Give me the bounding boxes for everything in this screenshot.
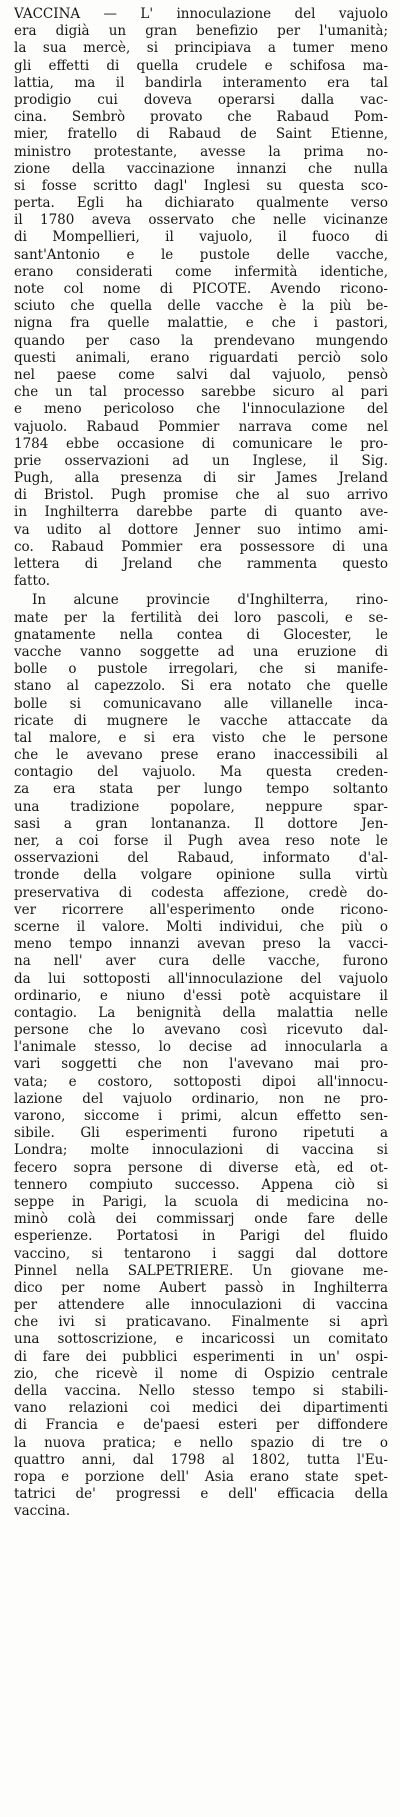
text-line: ordinario, e niuno d'essi potè acquistare il xyxy=(14,987,388,1004)
text-line: fatto. xyxy=(14,573,51,590)
text-line: vano relazioni coi medici dei dipartimenti xyxy=(14,1400,388,1417)
text-line: tennero compiuto successo. Appena ciò si xyxy=(14,1176,388,1193)
text-line: Pinnel nella SALPETRIERE. Un giovane me- xyxy=(14,1262,388,1279)
text-line: la sua mercè, si principiava a tumer meno xyxy=(14,40,388,57)
text-line: di Mompellieri, il vajuolo, il fuoco di xyxy=(14,229,388,246)
text-line: perta. Egli ha dichiarato qualmente verso xyxy=(14,195,388,212)
text-line: note col nome di PICOTE. Avendo ricono- xyxy=(14,281,388,297)
text-line: erano considerati come infermità identiche, xyxy=(14,263,388,280)
text-line: scerne il valore. Molti individui, che più o xyxy=(14,918,388,935)
text-line: na nell' aver cura delle vacche, furono xyxy=(14,953,388,970)
text-line: co. Rabaud Pommier era possessore di una xyxy=(14,538,388,555)
text-line: vata; e costoro, sottoposti dipoi all'innocu- xyxy=(14,1073,388,1090)
text-line: vari soggetti che non l'avevano mai pro- xyxy=(14,1056,388,1073)
text-line: Pugh, alla presenza di sir James Jreland xyxy=(14,470,388,487)
text-line: vacche vanno soggette ad una eruzione di xyxy=(14,643,388,660)
text-line: In alcune provincie d'Inghilterra, rino- xyxy=(32,592,388,609)
text-line: esperienze. Portatosi in Parigi del fluido xyxy=(14,1228,388,1245)
text-line: prodigio cui doveva operarsi dalla vac- xyxy=(14,91,388,108)
text-line: gnatamente nella contea di Glocester, le xyxy=(14,626,388,643)
text-line: bolle si comunicavano alle villanelle inca- xyxy=(14,695,388,712)
text-line: di Bristol. Pugh promise che al suo arrivo xyxy=(14,487,388,504)
text-line: ministro protestante, avesse la prima no- xyxy=(14,143,388,160)
text-line: zio, che ricevè il nome di Ospizio centrale xyxy=(14,1365,388,1382)
text-line: preservativa di codesta affezione, credè do- xyxy=(14,884,388,901)
text-line: cina. Sembrò provato che Rabaud Pom- xyxy=(14,109,388,126)
text-line: sasi a gran lontananza. Il dottore Jen- xyxy=(14,815,388,832)
text-line: varono, siccome i primi, alcun effetto sen- xyxy=(14,1108,388,1124)
text-line: persone che lo avevano così ricevuto dal- xyxy=(14,1022,388,1039)
text-line: lazione del vajuolo ordinario, non ne pro- xyxy=(14,1090,388,1107)
text-line: la nuova pratica; e nello spazio di tre o xyxy=(14,1434,388,1451)
text-line: dico per nome Aubert passò in Inghilterra xyxy=(14,1279,388,1296)
text-line: e meno pericoloso che l'innoculazione del xyxy=(14,401,388,418)
text-line: tatrici de' progressi e dell' efficacia della xyxy=(14,1486,388,1503)
text-line: vajuolo. Rabaud Pommier narrava come nel xyxy=(14,418,388,435)
text-line: questi animali, erano riguardati perciò solo xyxy=(14,349,388,366)
text-line: ner, a coi forse il Pugh avea reso note le xyxy=(14,833,388,849)
text-line: lattia, ma il bandirla interamento era tal xyxy=(14,74,388,91)
text-line: za era stata per lungo tempo soltanto xyxy=(14,781,388,798)
text-line: l'animale stesso, lo decise ad innocularla a xyxy=(14,1039,388,1056)
text-line: una sottoscrizione, e incaricossi un comitato xyxy=(14,1331,388,1348)
text-line: era digià un gran benefizio per l'umanità; xyxy=(14,23,388,40)
text-line: Londra; molte innoculazioni di vaccina si xyxy=(14,1142,388,1159)
text-line: mier, fratello di Rabaud de Saint Etienne, xyxy=(14,126,388,143)
text-line: della vaccina. Nello stesso tempo si stabili- xyxy=(14,1383,388,1399)
text-line: 1784 ebbe occasione di comunicare le pro- xyxy=(14,435,388,452)
text-line: una tradizione popolare, neppure spar- xyxy=(14,798,388,815)
text-line: tal malore, e si era visto che le persone xyxy=(14,729,388,746)
text-line: il 1780 aveva osservato che nelle vicinanze xyxy=(14,212,388,229)
text-line: vaccina. xyxy=(14,1503,71,1520)
paragraph xyxy=(14,592,388,1520)
text-line: va udito al dottore Jenner suo intimo ami- xyxy=(14,521,388,538)
text-line: da lui sottoposti all'innoculazione del vajuolo xyxy=(14,970,388,987)
text-line: mate per la fertilità dei loro pascoli, e se- xyxy=(14,609,388,626)
text-line: prie osservazioni ad un Inglese, il Sig. xyxy=(14,452,388,469)
text-line: vaccino, si tentarono i saggi dal dottore xyxy=(14,1245,388,1262)
text-line: zione della vaccinazione innanzi che nulla xyxy=(14,160,388,177)
text-line: tronde della volgare opinione sulla virtù xyxy=(14,867,388,884)
text-line: per attendere alle innoculazioni di vaccina xyxy=(14,1297,388,1314)
text-line: seppe in Parigi, la scuola di medicina no- xyxy=(14,1193,388,1210)
text-line: contagio del vajuolo. Ma questa creden- xyxy=(14,764,388,781)
text-line: stano al capezzolo. Si era notato che quelle xyxy=(14,678,388,695)
text-line: sant'Antonio e le pustole delle vacche, xyxy=(14,246,388,263)
text-line: fecero sopra persone di diverse età, ed ot- xyxy=(14,1159,388,1176)
text-line: in Inghilterra darebbe parte di quanto ave- xyxy=(14,504,388,521)
text-line: di fare dei pubblici esperimenti in un' ospi- xyxy=(14,1348,388,1365)
text-line: di Francia e de'paesi esteri per diffondere xyxy=(14,1417,388,1434)
text-line: gli effetti di quella crudele e schifosa ma- xyxy=(14,57,388,74)
text-line: ver ricorrere all'esperimento onde ricono- xyxy=(14,901,388,918)
text-line: si fosse scritto dagl' Inglesi su questa sco- xyxy=(14,177,388,194)
text-line: osservazioni del Rabaud, informato d'al- xyxy=(14,850,388,867)
text-line: che ivi si praticavano. Finalmente si aprì xyxy=(14,1314,388,1331)
text-line: VACCINA — L' innoculazione del vajuolo xyxy=(14,6,388,22)
text-line: ropa e porzione dell' Asia erano state spet- xyxy=(14,1468,388,1485)
text-line: che le avevano prese erano inaccessibili al xyxy=(14,747,388,764)
text-line: quattro anni, dal 1798 al 1802, tutta l'Eu- xyxy=(14,1451,388,1468)
text-line: minò colà dei commissarj onde fare delle xyxy=(14,1211,388,1228)
text-line: quando per caso la prendevano mungendo xyxy=(14,332,388,349)
text-line: bolle o pustole irregolari, che si manife- xyxy=(14,661,388,678)
text-line: lettera di Jreland che rammenta questo xyxy=(14,556,388,572)
text-line: contagio. La benignità della malattia nelle xyxy=(14,1004,388,1021)
text-line: sibile. Gli esperimenti furono ripetuti a xyxy=(14,1125,388,1142)
text-line: ricate di mugnere le vacche attaccate da xyxy=(14,712,388,729)
article xyxy=(14,6,388,1521)
text-line: che un tal processo sarebbe sicuro al pari xyxy=(14,384,388,401)
paragraph xyxy=(14,6,388,590)
text-line: sciuto che quella delle vacche è la più be- xyxy=(14,298,388,315)
text-line: nigna fra quelle malattie, e che i pastori, xyxy=(14,315,388,332)
text-line: nel paese come salvi dal vajuolo, pensò xyxy=(14,366,388,383)
text-line: meno tempo innanzi avevan preso la vacci- xyxy=(14,936,388,953)
